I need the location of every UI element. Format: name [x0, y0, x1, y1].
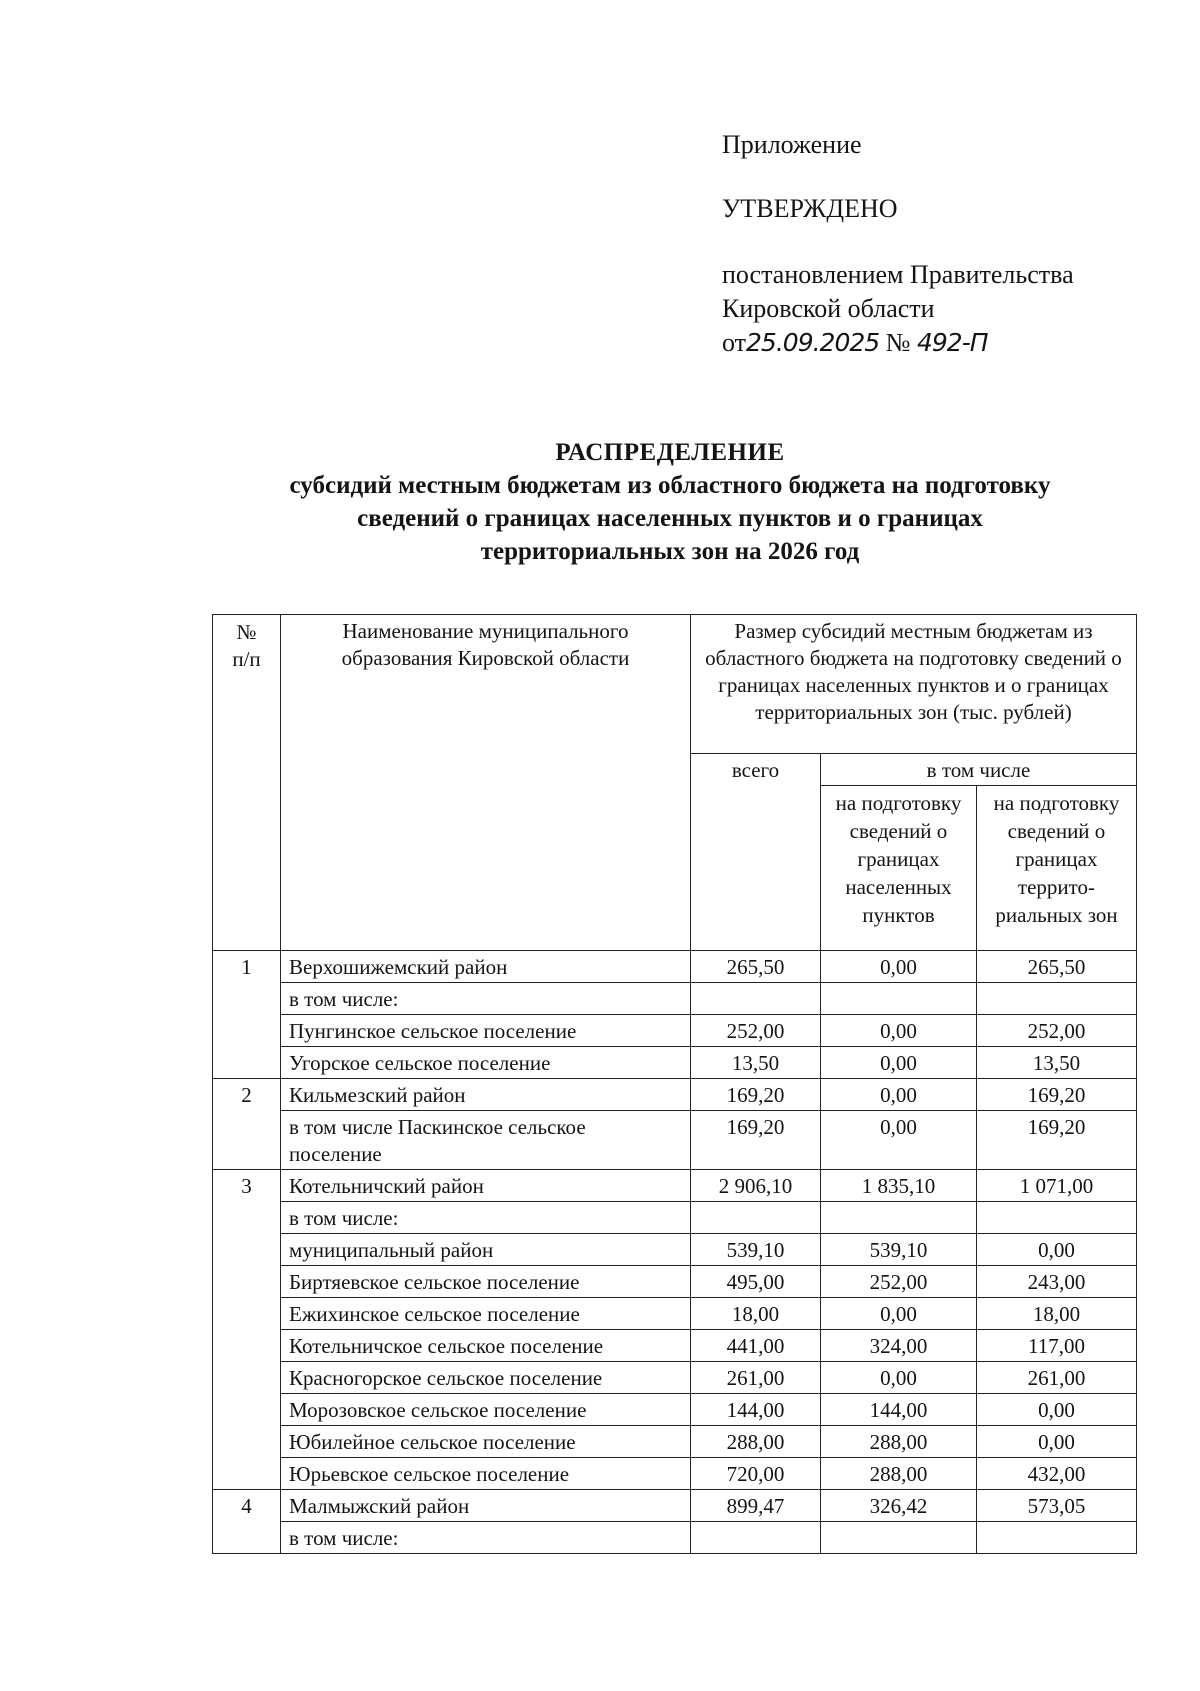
row-name: Пунгинское сельское поселение	[281, 1015, 691, 1047]
header-num: № п/п	[213, 615, 281, 951]
number-sign: №	[885, 328, 911, 357]
title-line-1: субсидий местным бюджетам из областного бюджета на подготовку	[289, 472, 1051, 499]
row-name: в том числе:	[281, 983, 691, 1015]
row-settlements: 288,00	[821, 1458, 977, 1490]
row-name: Ежихинское сельское поселение	[281, 1298, 691, 1330]
decree-number: 492-П	[916, 328, 988, 357]
row-settlements	[821, 1522, 977, 1554]
row-settlements: 0,00	[821, 1079, 977, 1111]
row-number: 4	[213, 1490, 281, 1554]
table-row	[213, 1202, 1137, 1234]
row-name: в том числе:	[281, 1522, 691, 1554]
row-name: Красногорское сельское поселение	[281, 1362, 691, 1394]
document-title	[190, 436, 1150, 568]
row-name: Юрьевское сельское поселение	[281, 1458, 691, 1490]
row-zones: 0,00	[977, 1234, 1137, 1266]
row-zones	[977, 983, 1137, 1015]
row-settlements: 0,00	[821, 1047, 977, 1079]
row-total: 144,00	[691, 1394, 821, 1426]
table-row	[213, 1522, 1137, 1554]
row-settlements: 252,00	[821, 1266, 977, 1298]
annex-label: Приложение	[722, 130, 862, 159]
row-total: 169,20	[691, 1111, 821, 1170]
row-name: Верхошижемский район	[281, 951, 691, 983]
header-total: всего	[691, 754, 821, 951]
row-total: 13,50	[691, 1047, 821, 1079]
distribution-table	[212, 614, 1137, 1554]
row-zones: 265,50	[977, 951, 1137, 983]
row-zones: 0,00	[977, 1426, 1137, 1458]
row-zones: 18,00	[977, 1298, 1137, 1330]
table-row	[213, 951, 1137, 983]
row-total	[691, 1202, 821, 1234]
row-settlements: 0,00	[821, 1111, 977, 1170]
row-zones: 243,00	[977, 1266, 1137, 1298]
row-total: 495,00	[691, 1266, 821, 1298]
decree-date: 25.09.2025	[746, 328, 880, 357]
row-total: 265,50	[691, 951, 821, 983]
header-size: Размер субсидий местным бюджетам из областного бюджета на подготовку сведений о границах населенных пунктов и о границах территориальных зон (тыс. рублей)	[691, 615, 1137, 754]
row-settlements: 324,00	[821, 1330, 977, 1362]
row-name: Котельничское сельское поселение	[281, 1330, 691, 1362]
table-row	[213, 1298, 1137, 1330]
table-body	[213, 951, 1137, 1554]
row-zones: 573,05	[977, 1490, 1137, 1522]
row-zones: 432,00	[977, 1458, 1137, 1490]
title-line-3: территориальных зон на 2026 год	[480, 538, 860, 565]
row-number: 2	[213, 1079, 281, 1170]
header-name: Наименование муниципального образования Кировской области	[281, 615, 691, 951]
title-main: РАСПРЕДЕЛЕНИЕ	[555, 439, 785, 466]
row-name: Кильмезский район	[281, 1079, 691, 1111]
row-total	[691, 983, 821, 1015]
decree-date-line	[722, 326, 1162, 360]
row-total: 720,00	[691, 1458, 821, 1490]
row-zones: 0,00	[977, 1394, 1137, 1426]
table-row	[213, 1047, 1137, 1079]
row-total: 18,00	[691, 1298, 821, 1330]
row-name: Биртяевское сельское поселение	[281, 1266, 691, 1298]
row-name: Малмыжский район	[281, 1490, 691, 1522]
row-settlements: 0,00	[821, 1015, 977, 1047]
row-zones	[977, 1202, 1137, 1234]
header-settlements: на подготовку сведений о границах населенных пунктов	[821, 786, 977, 951]
row-name: в том числе:	[281, 1202, 691, 1234]
row-total	[691, 1522, 821, 1554]
decree-line-1: постановлением Правительства	[722, 260, 1074, 289]
row-zones: 1 071,00	[977, 1170, 1137, 1202]
row-number: 1	[213, 951, 281, 1079]
table-row	[213, 1362, 1137, 1394]
row-total: 2 906,10	[691, 1170, 821, 1202]
row-settlements: 144,00	[821, 1394, 977, 1426]
row-settlements	[821, 983, 977, 1015]
row-settlements: 326,42	[821, 1490, 977, 1522]
table-row	[213, 983, 1137, 1015]
row-settlements: 0,00	[821, 1362, 977, 1394]
table-row	[213, 1015, 1137, 1047]
header-including: в том числе	[821, 754, 1137, 786]
row-zones: 169,20	[977, 1111, 1137, 1170]
table-row	[213, 1426, 1137, 1458]
row-total: 539,10	[691, 1234, 821, 1266]
row-settlements: 288,00	[821, 1426, 977, 1458]
row-name: Морозовское сельское поселение	[281, 1394, 691, 1426]
row-name: Угорское сельское поселение	[281, 1047, 691, 1079]
table-row	[213, 1490, 1137, 1522]
row-zones	[977, 1522, 1137, 1554]
date-prefix: от	[722, 328, 747, 357]
row-total: 169,20	[691, 1079, 821, 1111]
row-settlements: 0,00	[821, 1298, 977, 1330]
header-row-1	[213, 615, 1137, 754]
row-total: 288,00	[691, 1426, 821, 1458]
row-settlements: 1 835,10	[821, 1170, 977, 1202]
row-name: в том числе Паскинское сельское поселение	[281, 1111, 691, 1170]
title-line-2: сведений о границах населенных пунктов и о границах	[357, 505, 983, 532]
row-settlements: 0,00	[821, 951, 977, 983]
row-total: 441,00	[691, 1330, 821, 1362]
table-row	[213, 1266, 1137, 1298]
row-name: Юбилейное сельское поселение	[281, 1426, 691, 1458]
row-settlements: 539,10	[821, 1234, 977, 1266]
row-zones: 261,00	[977, 1362, 1137, 1394]
row-number: 3	[213, 1170, 281, 1490]
row-zones: 117,00	[977, 1330, 1137, 1362]
row-zones: 169,20	[977, 1079, 1137, 1111]
table-row	[213, 1111, 1137, 1170]
table-row	[213, 1234, 1137, 1266]
row-total: 261,00	[691, 1362, 821, 1394]
approval-block	[722, 128, 1162, 360]
table-row	[213, 1079, 1137, 1111]
table-row	[213, 1170, 1137, 1202]
row-zones: 13,50	[977, 1047, 1137, 1079]
row-zones: 252,00	[977, 1015, 1137, 1047]
row-name: Котельничский район	[281, 1170, 691, 1202]
row-name: муниципальный район	[281, 1234, 691, 1266]
table-row	[213, 1458, 1137, 1490]
table-row	[213, 1394, 1137, 1426]
approved-label: УТВЕРЖДЕНО	[722, 194, 898, 223]
row-total: 252,00	[691, 1015, 821, 1047]
row-total: 899,47	[691, 1490, 821, 1522]
row-settlements	[821, 1202, 977, 1234]
table-row	[213, 1330, 1137, 1362]
decree-line-2: Кировской области	[722, 294, 935, 323]
header-zones: на подготовку сведений о границах террито-риальных зон	[977, 786, 1137, 951]
